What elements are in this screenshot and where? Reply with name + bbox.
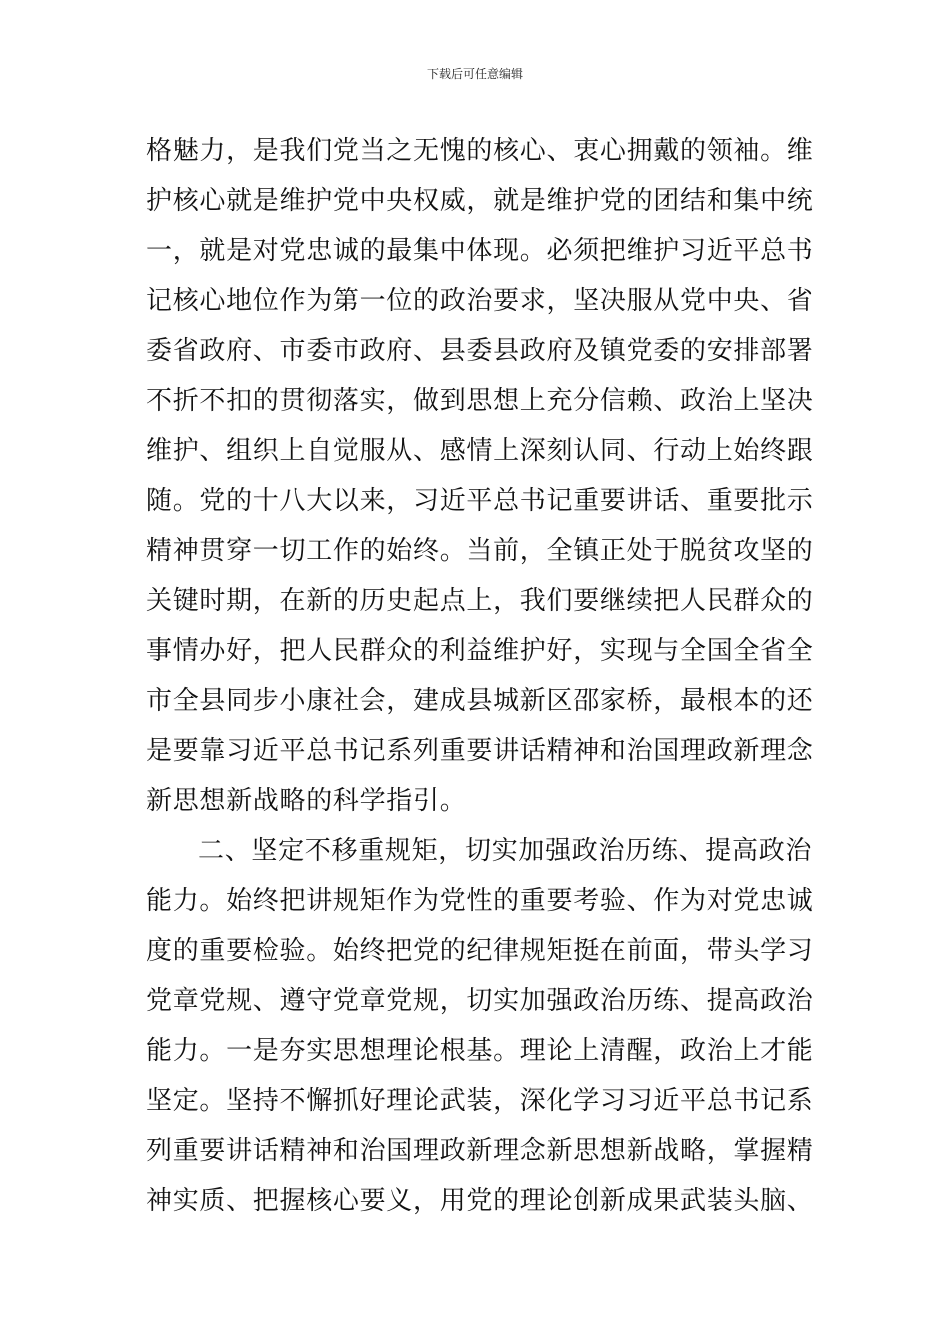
text-line: 新思想新战略的科学指引。	[146, 786, 467, 816]
text-line: 神实质、把握核心要义，用党的理论创新成果武装头脑、	[146, 1186, 814, 1216]
text-line: 关键时期，在新的历史起点上，我们要继续把人民群众的	[146, 586, 814, 616]
paragraph	[146, 826, 814, 1226]
text-line: 能力。始终把讲规矩作为党性的重要考验、作为对党忠诚	[146, 886, 814, 916]
text-line: 二、坚定不移重规矩，切实加强政治历练、提高政治	[198, 836, 813, 866]
text-line: 不折不扣的贯彻落实，做到思想上充分信赖、政治上坚决	[146, 386, 814, 416]
text-line: 记核心地位作为第一位的政治要求，坚决服从党中央、省	[146, 286, 814, 316]
text-line: 市全县同步小康社会，建成县城新区邵家桥，最根本的还	[146, 686, 814, 716]
page-header: 下载后可任意编辑	[426, 67, 523, 81]
text-line: 格魅力，是我们党当之无愧的核心、衷心拥戴的领袖。维	[146, 136, 814, 166]
text-line: 党章党规、遵守党章党规，切实加强政治历练、提高政治	[146, 986, 814, 1016]
text-line: 列重要讲话精神和治国理政新理念新思想新战略，掌握精	[146, 1136, 814, 1166]
text-line: 一，就是对党忠诚的最集中体现。必须把维护习近平总书	[146, 236, 814, 266]
text-line: 坚定。坚持不懈抓好理论武装，深化学习习近平总书记系	[146, 1086, 814, 1116]
paragraph	[146, 126, 814, 826]
text-line: 委省政府、市委市政府、县委县政府及镇党委的安排部署	[146, 336, 814, 366]
text-line: 是要靠习近平总书记系列重要讲话精神和治国理政新理念	[146, 736, 814, 766]
text-line: 精神贯穿一切工作的始终。当前，全镇正处于脱贫攻坚的	[146, 536, 814, 566]
text-line: 度的重要检验。始终把党的纪律规矩挺在前面，带头学习	[146, 936, 814, 966]
text-line: 随。党的十八大以来，习近平总书记重要讲话、重要批示	[146, 486, 814, 516]
text-line: 护核心就是维护党中央权威，就是维护党的团结和集中统	[146, 186, 814, 216]
text-line: 维护、组织上自觉服从、感情上深刻认同、行动上始终跟	[146, 436, 814, 466]
document-body	[146, 126, 814, 1226]
text-line: 能力。一是夯实思想理论根基。理论上清醒，政治上才能	[146, 1036, 814, 1066]
text-line: 事情办好，把人民群众的利益维护好，实现与全国全省全	[146, 636, 814, 666]
